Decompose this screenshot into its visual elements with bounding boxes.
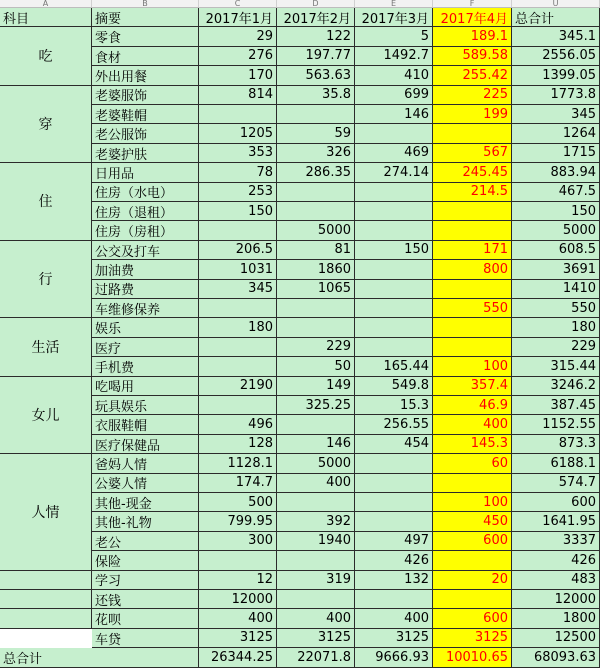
- value-cell-m4[interactable]: [433, 551, 512, 570]
- value-cell-m1[interactable]: 276: [199, 47, 277, 66]
- column-header-f[interactable]: F: [433, 0, 512, 8]
- value-cell-m1[interactable]: [199, 357, 277, 376]
- value-cell-m4[interactable]: 225: [433, 86, 512, 105]
- value-cell-m2[interactable]: 35.8: [277, 86, 355, 105]
- value-cell-m2[interactable]: [277, 105, 355, 124]
- header-total[interactable]: 总合计: [512, 8, 600, 27]
- value-cell-m3[interactable]: 3125: [355, 629, 433, 648]
- value-cell-m4[interactable]: [433, 474, 512, 493]
- item-cell[interactable]: 车维修保养: [92, 299, 199, 318]
- value-cell-m3[interactable]: [355, 260, 433, 279]
- row-total-cell[interactable]: 6188.1: [512, 454, 600, 473]
- row-total-cell[interactable]: 483: [512, 571, 600, 590]
- value-cell-m2[interactable]: [277, 318, 355, 337]
- value-cell-m3[interactable]: [355, 590, 433, 609]
- column-header-a[interactable]: A: [0, 0, 92, 8]
- category-cell[interactable]: 穿: [0, 86, 92, 164]
- item-cell[interactable]: 老婆护肤: [92, 144, 199, 163]
- row-total-cell[interactable]: 180: [512, 318, 600, 337]
- value-cell-m1[interactable]: 814: [199, 86, 277, 105]
- value-cell-m1[interactable]: [199, 221, 277, 240]
- grand-total-sum[interactable]: 68093.63: [512, 648, 600, 667]
- category-cell[interactable]: [0, 590, 92, 609]
- item-cell[interactable]: 娱乐: [92, 318, 199, 337]
- category-cell[interactable]: [0, 571, 92, 590]
- category-cell[interactable]: 住: [0, 163, 92, 241]
- value-cell-m4[interactable]: 20: [433, 571, 512, 590]
- category-cell[interactable]: 吃: [0, 27, 92, 85]
- value-cell-m2[interactable]: 3125: [277, 629, 355, 648]
- item-cell[interactable]: 保险: [92, 551, 199, 570]
- row-total-cell[interactable]: 5000: [512, 221, 600, 240]
- value-cell-m4[interactable]: 3125: [433, 629, 512, 648]
- row-total-cell[interactable]: 150: [512, 202, 600, 221]
- value-cell-m4[interactable]: 60: [433, 454, 512, 473]
- item-cell[interactable]: 老公服饰: [92, 124, 199, 143]
- value-cell-m4[interactable]: [433, 221, 512, 240]
- value-cell-m3[interactable]: 699: [355, 86, 433, 105]
- value-cell-m1[interactable]: 170: [199, 66, 277, 85]
- item-cell[interactable]: 吃喝用: [92, 377, 199, 396]
- item-cell[interactable]: 玩具娱乐: [92, 396, 199, 415]
- category-cell[interactable]: [0, 609, 92, 628]
- value-cell-m1[interactable]: [199, 299, 277, 318]
- item-cell[interactable]: 加油费: [92, 260, 199, 279]
- value-cell-m3[interactable]: [355, 280, 433, 299]
- item-cell[interactable]: 食材: [92, 47, 199, 66]
- value-cell-m3[interactable]: [355, 338, 433, 357]
- item-cell[interactable]: 住房（房租）: [92, 221, 199, 240]
- value-cell-m1[interactable]: 150: [199, 202, 277, 221]
- value-cell-m2[interactable]: 149: [277, 377, 355, 396]
- value-cell-m1[interactable]: 500: [199, 493, 277, 512]
- grand-total-m1[interactable]: 26344.25: [199, 648, 277, 667]
- row-total-cell[interactable]: 229: [512, 338, 600, 357]
- row-total-cell[interactable]: 3246.2: [512, 377, 600, 396]
- item-cell[interactable]: 老婆鞋帽: [92, 105, 199, 124]
- value-cell-m2[interactable]: [277, 590, 355, 609]
- value-cell-m2[interactable]: 400: [277, 474, 355, 493]
- row-total-cell[interactable]: 2556.05: [512, 47, 600, 66]
- row-total-cell[interactable]: 1773.8: [512, 86, 600, 105]
- value-cell-m1[interactable]: 799.95: [199, 512, 277, 531]
- value-cell-m2[interactable]: 1065: [277, 280, 355, 299]
- value-cell-m1[interactable]: 206.5: [199, 241, 277, 260]
- value-cell-m3[interactable]: 150: [355, 241, 433, 260]
- grand-total-label[interactable]: 总合计: [0, 648, 199, 667]
- value-cell-m3[interactable]: [355, 183, 433, 202]
- value-cell-m2[interactable]: [277, 551, 355, 570]
- value-cell-m3[interactable]: 132: [355, 571, 433, 590]
- value-cell-m1[interactable]: 253: [199, 183, 277, 202]
- value-cell-m4[interactable]: [433, 338, 512, 357]
- value-cell-m2[interactable]: 563.63: [277, 66, 355, 85]
- value-cell-m1[interactable]: 300: [199, 532, 277, 551]
- value-cell-m4[interactable]: 100: [433, 493, 512, 512]
- value-cell-m2[interactable]: 1860: [277, 260, 355, 279]
- value-cell-m2[interactable]: 319: [277, 571, 355, 590]
- item-cell[interactable]: 日用品: [92, 163, 199, 182]
- value-cell-m1[interactable]: 12: [199, 571, 277, 590]
- value-cell-m1[interactable]: 353: [199, 144, 277, 163]
- item-cell[interactable]: 医疗: [92, 338, 199, 357]
- value-cell-m1[interactable]: 29: [199, 27, 277, 46]
- item-cell[interactable]: 公婆人情: [92, 474, 199, 493]
- value-cell-m2[interactable]: 5000: [277, 221, 355, 240]
- value-cell-m3[interactable]: [355, 512, 433, 531]
- value-cell-m1[interactable]: 400: [199, 609, 277, 628]
- row-total-cell[interactable]: 608.5: [512, 241, 600, 260]
- value-cell-m3[interactable]: 497: [355, 532, 433, 551]
- value-cell-m4[interactable]: 46.9: [433, 396, 512, 415]
- item-cell[interactable]: 公交及打车: [92, 241, 199, 260]
- value-cell-m4[interactable]: 199: [433, 105, 512, 124]
- value-cell-m3[interactable]: 454: [355, 435, 433, 454]
- value-cell-m4[interactable]: 567: [433, 144, 512, 163]
- value-cell-m1[interactable]: 3125: [199, 629, 277, 648]
- value-cell-m3[interactable]: [355, 299, 433, 318]
- value-cell-m2[interactable]: [277, 415, 355, 434]
- row-total-cell[interactable]: 1641.95: [512, 512, 600, 531]
- value-cell-m2[interactable]: 50: [277, 357, 355, 376]
- value-cell-m3[interactable]: 146: [355, 105, 433, 124]
- item-cell[interactable]: 花呗: [92, 609, 199, 628]
- value-cell-m1[interactable]: 1031: [199, 260, 277, 279]
- grand-total-m4[interactable]: 10010.65: [433, 648, 512, 667]
- item-cell[interactable]: 手机费: [92, 357, 199, 376]
- value-cell-m1[interactable]: [199, 396, 277, 415]
- value-cell-m4[interactable]: 171: [433, 241, 512, 260]
- row-total-cell[interactable]: 387.45: [512, 396, 600, 415]
- value-cell-m4[interactable]: 589.58: [433, 47, 512, 66]
- value-cell-m4[interactable]: [433, 124, 512, 143]
- column-header-d[interactable]: D: [277, 0, 355, 8]
- value-cell-m2[interactable]: 59: [277, 124, 355, 143]
- value-cell-m4[interactable]: [433, 202, 512, 221]
- value-cell-m4[interactable]: 450: [433, 512, 512, 531]
- category-cell[interactable]: 人情: [0, 454, 92, 570]
- value-cell-m3[interactable]: 410: [355, 66, 433, 85]
- value-cell-m4[interactable]: [433, 318, 512, 337]
- row-total-cell[interactable]: 883.94: [512, 163, 600, 182]
- value-cell-m4[interactable]: [433, 590, 512, 609]
- item-cell[interactable]: 过路费: [92, 280, 199, 299]
- value-cell-m3[interactable]: 5: [355, 27, 433, 46]
- value-cell-m2[interactable]: 286.35: [277, 163, 355, 182]
- row-total-cell[interactable]: 467.5: [512, 183, 600, 202]
- value-cell-m1[interactable]: 78: [199, 163, 277, 182]
- row-total-cell[interactable]: 3337: [512, 532, 600, 551]
- value-cell-m4[interactable]: 145.3: [433, 435, 512, 454]
- item-cell[interactable]: 还钱: [92, 590, 199, 609]
- value-cell-m1[interactable]: 180: [199, 318, 277, 337]
- value-cell-m3[interactable]: [355, 202, 433, 221]
- value-cell-m1[interactable]: 128: [199, 435, 277, 454]
- value-cell-m1[interactable]: 496: [199, 415, 277, 434]
- value-cell-m1[interactable]: 1128.1: [199, 454, 277, 473]
- value-cell-m4[interactable]: 100: [433, 357, 512, 376]
- item-cell[interactable]: 零食: [92, 27, 199, 46]
- value-cell-m4[interactable]: 800: [433, 260, 512, 279]
- value-cell-m4[interactable]: 214.5: [433, 183, 512, 202]
- value-cell-m3[interactable]: [355, 493, 433, 512]
- value-cell-m4[interactable]: 189.1: [433, 27, 512, 46]
- value-cell-m1[interactable]: 12000: [199, 590, 277, 609]
- row-total-cell[interactable]: 873.3: [512, 435, 600, 454]
- row-total-cell[interactable]: 426: [512, 551, 600, 570]
- header-month-4[interactable]: 2017年4月: [433, 8, 512, 27]
- value-cell-m3[interactable]: 400: [355, 609, 433, 628]
- column-header-b[interactable]: B: [92, 0, 199, 8]
- value-cell-m2[interactable]: [277, 299, 355, 318]
- row-total-cell[interactable]: 12000: [512, 590, 600, 609]
- value-cell-m2[interactable]: 400: [277, 609, 355, 628]
- header-category[interactable]: 科目: [0, 8, 92, 27]
- value-cell-m1[interactable]: [199, 338, 277, 357]
- value-cell-m2[interactable]: 325.25: [277, 396, 355, 415]
- value-cell-m2[interactable]: [277, 202, 355, 221]
- value-cell-m2[interactable]: 122: [277, 27, 355, 46]
- value-cell-m3[interactable]: [355, 221, 433, 240]
- row-total-cell[interactable]: 1264: [512, 124, 600, 143]
- item-cell[interactable]: 老公: [92, 532, 199, 551]
- value-cell-m2[interactable]: 146: [277, 435, 355, 454]
- row-total-cell[interactable]: 574.7: [512, 474, 600, 493]
- value-cell-m2[interactable]: 1940: [277, 532, 355, 551]
- row-total-cell[interactable]: 3691: [512, 260, 600, 279]
- column-header-e[interactable]: E: [355, 0, 433, 8]
- value-cell-m3[interactable]: [355, 124, 433, 143]
- value-cell-m2[interactable]: 326: [277, 144, 355, 163]
- item-cell[interactable]: 外出用餐: [92, 66, 199, 85]
- value-cell-m4[interactable]: 357.4: [433, 377, 512, 396]
- value-cell-m2[interactable]: [277, 493, 355, 512]
- value-cell-m3[interactable]: 274.14: [355, 163, 433, 182]
- item-cell[interactable]: 其他-礼物: [92, 512, 199, 531]
- value-cell-m4[interactable]: 550: [433, 299, 512, 318]
- item-cell[interactable]: 学习: [92, 571, 199, 590]
- category-cell[interactable]: 女儿: [0, 377, 92, 455]
- row-total-cell[interactable]: 1715: [512, 144, 600, 163]
- item-cell[interactable]: 其他-现金: [92, 493, 199, 512]
- category-cell[interactable]: 生活: [0, 318, 92, 376]
- item-cell[interactable]: 爸妈人情: [92, 454, 199, 473]
- item-cell[interactable]: 老婆服饰: [92, 86, 199, 105]
- item-cell[interactable]: 车贷: [92, 629, 199, 648]
- value-cell-m3[interactable]: 165.44: [355, 357, 433, 376]
- grand-total-m3[interactable]: 9666.93: [355, 648, 433, 667]
- value-cell-m4[interactable]: [433, 280, 512, 299]
- item-cell[interactable]: 衣服鞋帽: [92, 415, 199, 434]
- row-total-cell[interactable]: 1800: [512, 609, 600, 628]
- value-cell-m3[interactable]: 469: [355, 144, 433, 163]
- row-total-cell[interactable]: 600: [512, 493, 600, 512]
- value-cell-m3[interactable]: 549.8: [355, 377, 433, 396]
- item-cell[interactable]: 住房（水电）: [92, 183, 199, 202]
- row-total-cell[interactable]: 1399.05: [512, 66, 600, 85]
- value-cell-m2[interactable]: 392: [277, 512, 355, 531]
- category-cell[interactable]: 行: [0, 241, 92, 319]
- row-total-cell[interactable]: 12500: [512, 629, 600, 648]
- value-cell-m1[interactable]: 1205: [199, 124, 277, 143]
- value-cell-m3[interactable]: 15.3: [355, 396, 433, 415]
- row-total-cell[interactable]: 345.1: [512, 27, 600, 46]
- row-total-cell[interactable]: 550: [512, 299, 600, 318]
- value-cell-m2[interactable]: 229: [277, 338, 355, 357]
- value-cell-m3[interactable]: 1492.7: [355, 47, 433, 66]
- value-cell-m3[interactable]: 256.55: [355, 415, 433, 434]
- value-cell-m3[interactable]: [355, 318, 433, 337]
- value-cell-m4[interactable]: 600: [433, 532, 512, 551]
- value-cell-m2[interactable]: 81: [277, 241, 355, 260]
- header-item[interactable]: 摘要: [92, 8, 199, 27]
- header-month-2[interactable]: 2017年2月: [277, 8, 355, 27]
- value-cell-m2[interactable]: [277, 183, 355, 202]
- value-cell-m4[interactable]: 245.45: [433, 163, 512, 182]
- value-cell-m2[interactable]: 5000: [277, 454, 355, 473]
- row-total-cell[interactable]: 315.44: [512, 357, 600, 376]
- value-cell-m4[interactable]: 255.42: [433, 66, 512, 85]
- grand-total-m2[interactable]: 22071.8: [277, 648, 355, 667]
- row-total-cell[interactable]: 1152.55: [512, 415, 600, 434]
- value-cell-m3[interactable]: [355, 474, 433, 493]
- value-cell-m4[interactable]: 600: [433, 609, 512, 628]
- header-month-3[interactable]: 2017年3月: [355, 8, 433, 27]
- row-total-cell[interactable]: 345: [512, 105, 600, 124]
- value-cell-m4[interactable]: 400: [433, 415, 512, 434]
- item-cell[interactable]: 医疗保健品: [92, 435, 199, 454]
- row-total-cell[interactable]: 1410: [512, 280, 600, 299]
- value-cell-m1[interactable]: 345: [199, 280, 277, 299]
- value-cell-m1[interactable]: [199, 105, 277, 124]
- value-cell-m1[interactable]: 174.7: [199, 474, 277, 493]
- value-cell-m3[interactable]: [355, 454, 433, 473]
- value-cell-m1[interactable]: 2190: [199, 377, 277, 396]
- value-cell-m3[interactable]: 426: [355, 551, 433, 570]
- value-cell-m1[interactable]: [199, 551, 277, 570]
- value-cell-m2[interactable]: 197.77: [277, 47, 355, 66]
- column-header-c[interactable]: C: [199, 0, 277, 8]
- item-cell[interactable]: 住房（退租）: [92, 202, 199, 221]
- header-month-1[interactable]: 2017年1月: [199, 8, 277, 27]
- column-header-u[interactable]: U: [512, 0, 600, 8]
